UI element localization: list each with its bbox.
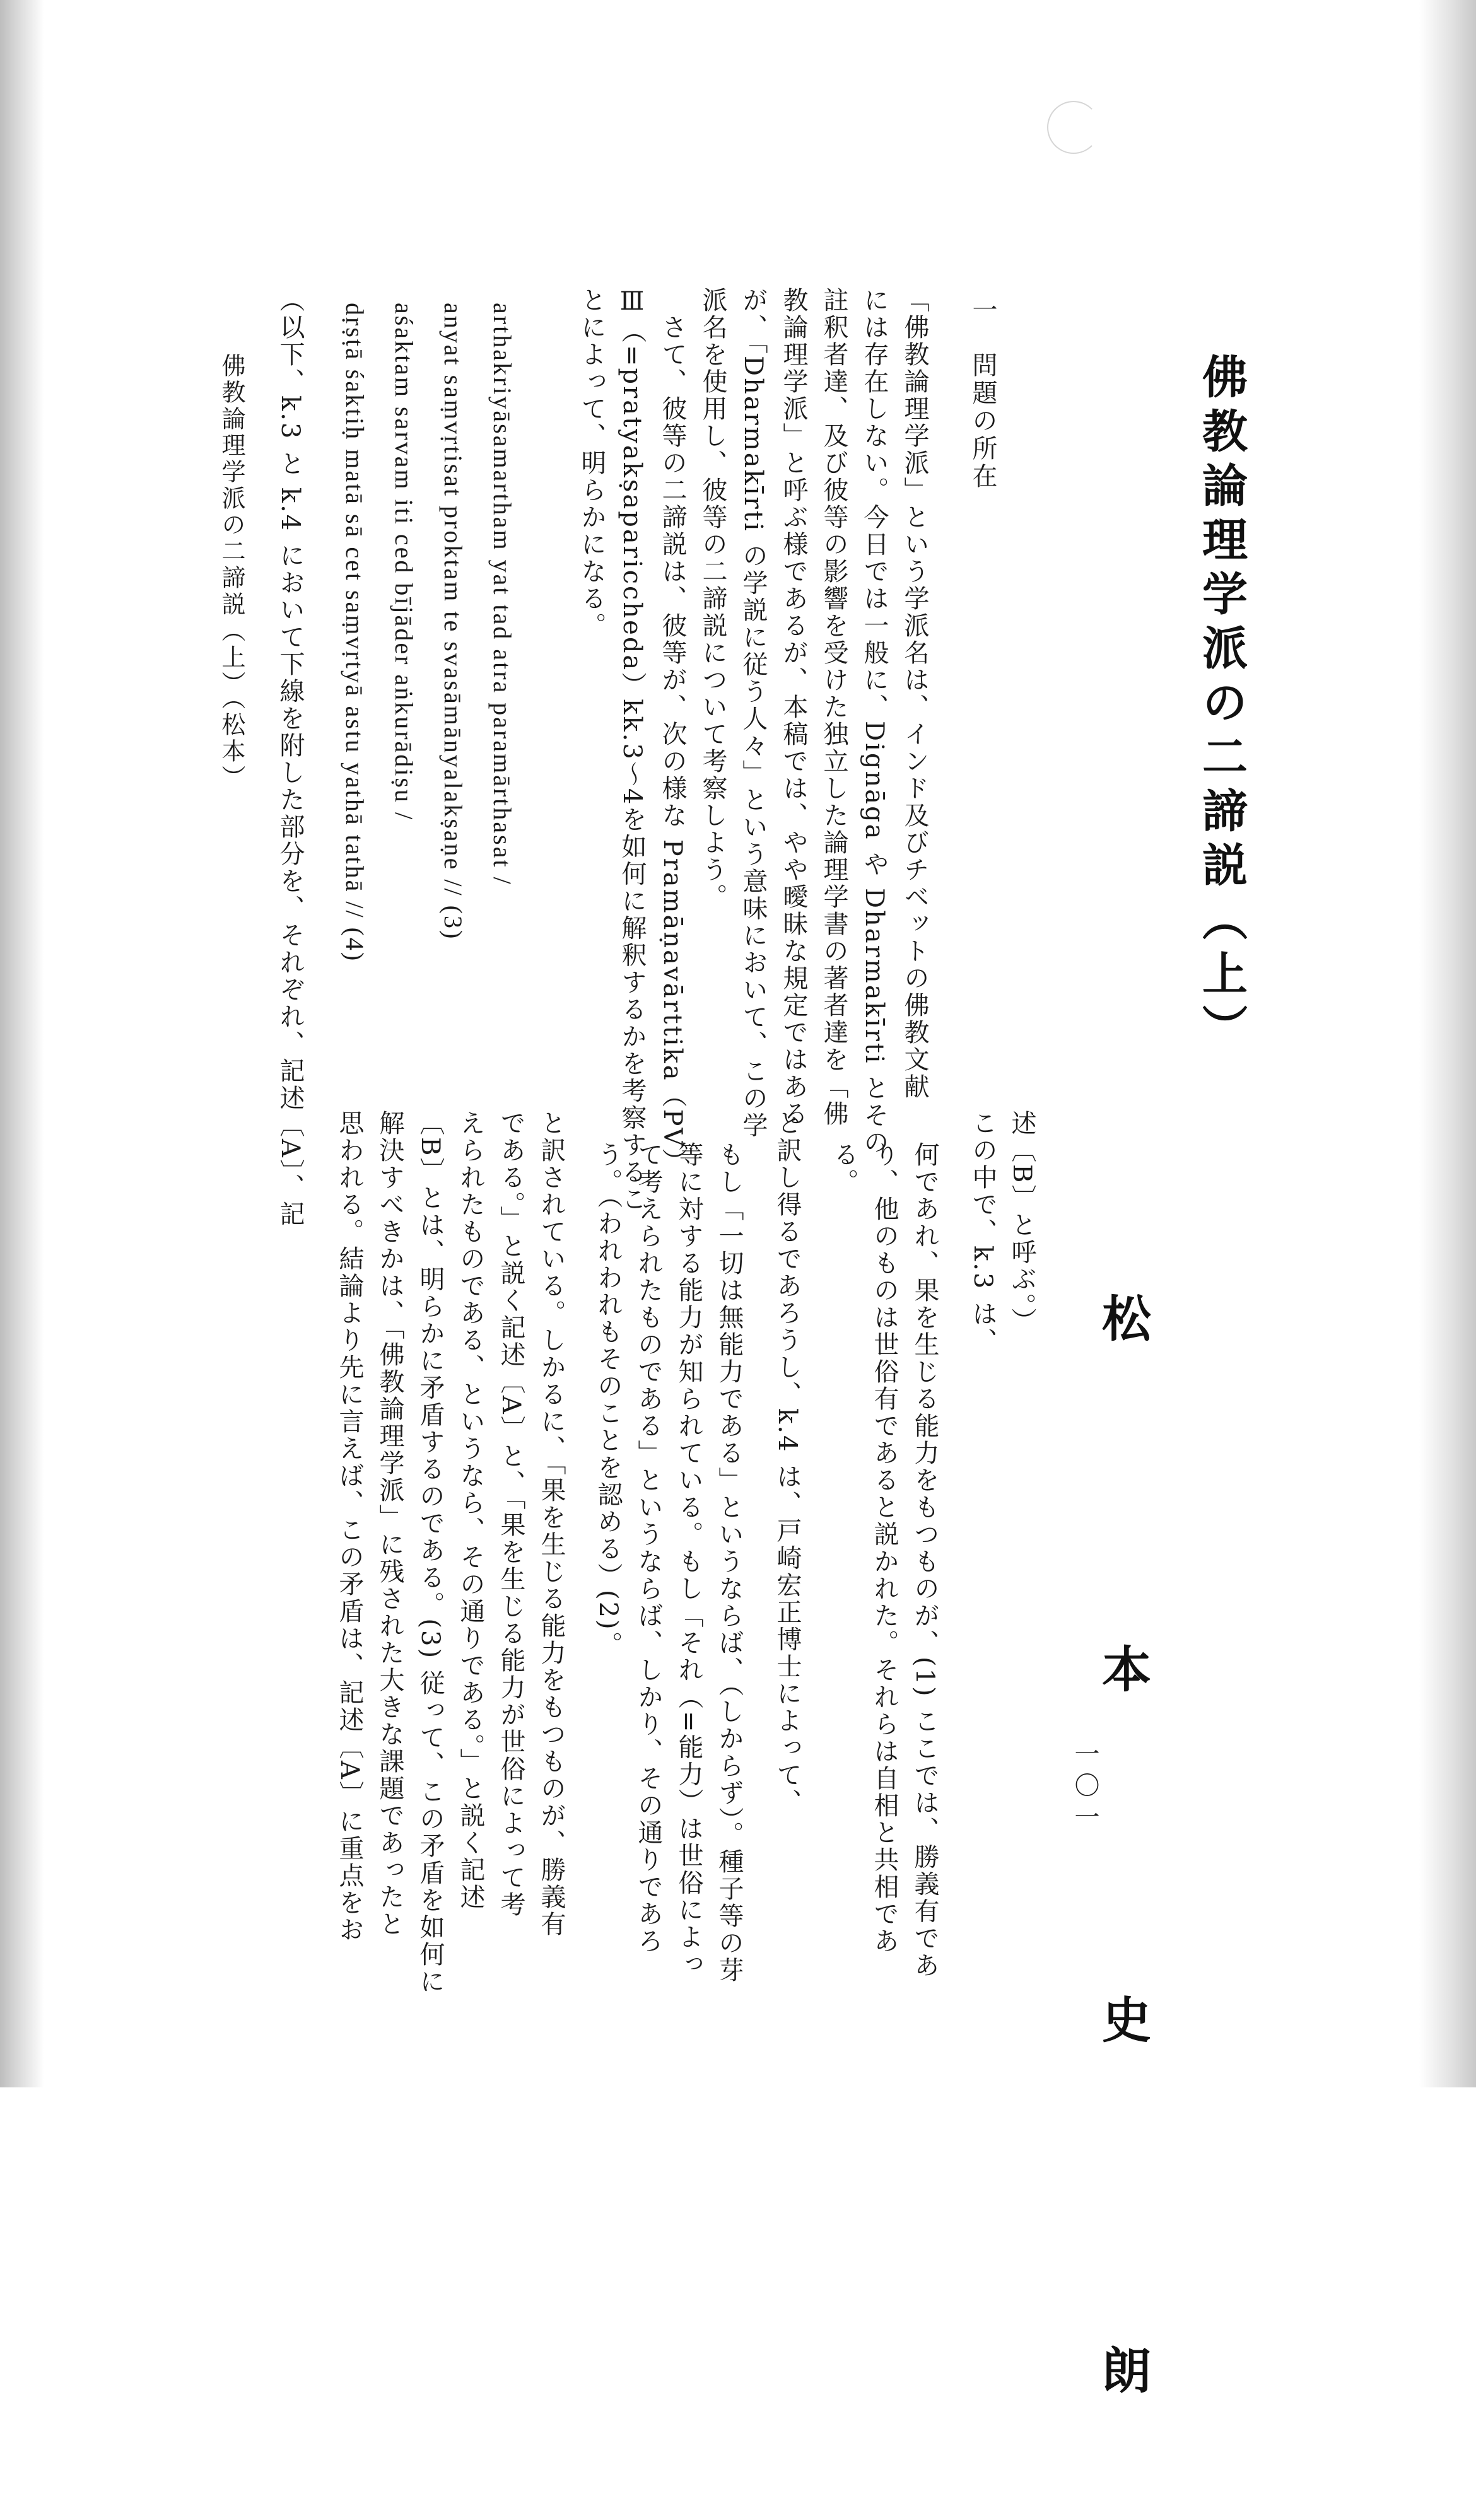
text-line: 述〔B〕と呼ぶ。） [1007, 1110, 1036, 1335]
scan-edge-right [1419, 0, 1476, 2087]
text-line: と訳されている。しかるに、「果を生じる能力をもつものが、勝義有 [537, 1110, 566, 1938]
quoted-translation-line: る。 [829, 1141, 858, 1196]
text-line: この中で、k.3 は、 [968, 1110, 997, 1355]
quoted-translation-line: 何であれ、果を生じる能力をもつものが、(1) ここでは、勝義有であ [910, 1141, 939, 1980]
author-name: 松 本 史 朗 [1094, 1293, 1151, 2520]
scan-edge-left [0, 0, 44, 2087]
section-heading: 一 問題の所在 [968, 296, 997, 491]
sanskrit-verse-line: dṛṣṭā śaktiḥ matā sā cet saṃvṛtyā astu yathā tathā // (4) [341, 303, 369, 963]
text-line: 派名を使用し、彼等の二諦説について考察しよう。 [698, 287, 727, 911]
text-line: （以下、k.3 と k.4 において下線を附した部分を、それぞれ、記述〔A〕、記 [276, 287, 305, 1228]
text-line: えられたものである、というなら、その通りである。」と説く記述 [456, 1110, 485, 1911]
quoted-translation-line: もし「一切は無能力である」というならば、（しからず）。種子等の芽 [715, 1141, 744, 1984]
text-line: が、「Dharmakīrti の学説に従う人々」という意味において、この学 [739, 287, 768, 1140]
text-line: Ⅲ（=pratyakṣapariccheda）kk.3～4を如何に解釈するかを考察するこ [618, 287, 647, 1213]
text-line: 註釈者達、及び彼等の影響を受けた独立した論理学書の著者達を「佛 [819, 287, 848, 1128]
text-line: と訳し得るであろうし、k.4 は、戸崎宏正博士によって、 [773, 1110, 802, 1816]
text-line: さて、彼等の二諦説は、彼等が、次の様な Pramāṇavārttika（PV） [658, 287, 687, 1175]
quoted-translation-line: て考えられたものである」というならば、しかり、その通りであろ [634, 1141, 663, 1955]
text-line: 思われる。結論より先に言えば、この矛盾は、記述〔A〕に重点をお [335, 1110, 364, 1944]
text-line: には存在しない。今日では一般に、Dignāga や Dharmakīrti とその [860, 287, 889, 1157]
running-footer: 佛教論理学派の二諦説（上）（松本） [218, 353, 245, 791]
page-number: 一〇一 [1070, 1741, 1099, 1835]
text-line: 〔B〕とは、明らかに矛盾するのである。(3) 従って、この矛盾を如何に [416, 1110, 445, 1995]
sanskrit-verse-line: aśaktam sarvam iti ced bījāder aṅkurādiṣu / [390, 303, 418, 822]
quoted-translation-line: 等に対する能力が知られている。もし「それ（=能力）は世俗によっ [674, 1141, 703, 1978]
sanskrit-verse-line: arthakriyāsamartham yat tad atra paramārthasat / [488, 303, 517, 886]
text-line: 解決すべきかは、「佛教論理学派」に残された大きな課題であったと [375, 1110, 404, 1938]
paper-title: 佛教論理学派の二諦説（上） [1195, 353, 1248, 1058]
sanskrit-verse-line: anyat saṃvṛtisat proktam te svasāmānyalakṣaṇe // (3) [439, 303, 467, 941]
text-line: 「佛教論理学派」という学派名は、インド及びチベットの佛教文献 [900, 287, 929, 1100]
quoted-translation-line: り、他のものは世俗有であると説かれた。それらは自相と共相であ [870, 1141, 899, 1955]
paper-stain-mark [1047, 101, 1100, 154]
text-line: 教論理学派」と呼ぶ様であるが、本稿では、やや曖昧な規定ではある [779, 287, 808, 1128]
text-line: である。」と説く記述〔A〕と、「果を生じる能力が世俗によって考 [496, 1110, 525, 1918]
text-line: とによって、明らかになる。 [577, 287, 606, 639]
quoted-translation-line: う。（われわれもそのことを認める）(2)。 [594, 1141, 623, 1659]
